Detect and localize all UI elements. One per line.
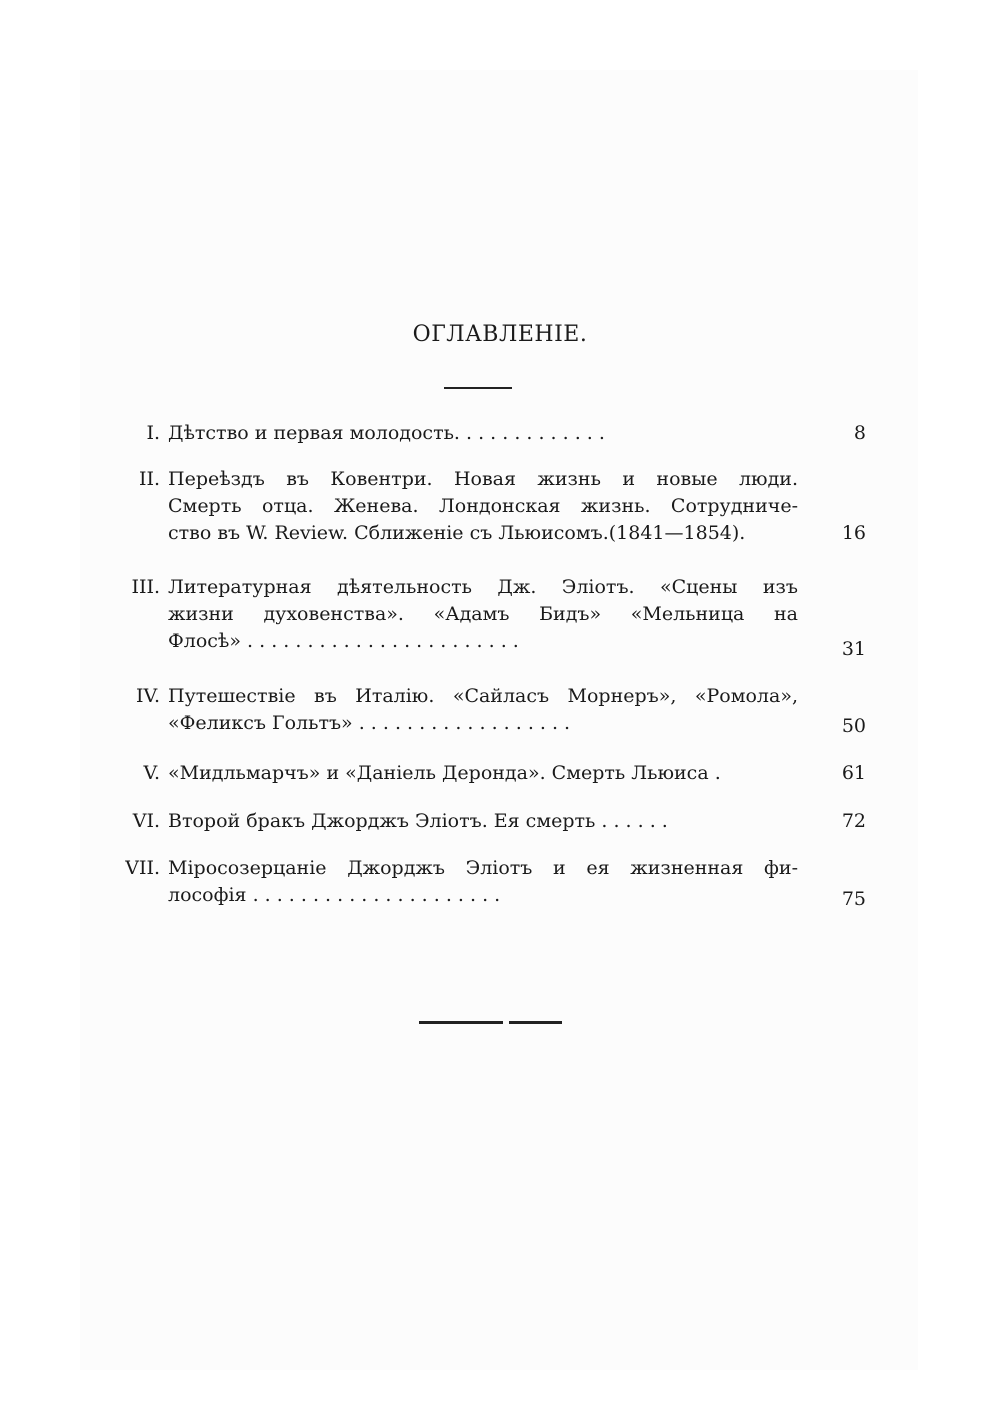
chapter-title-line: Міросозерцаніе Джорджъ Эліотъ и ея жизненная фи- [168, 857, 798, 879]
chapter-page-number: 72 [841, 810, 866, 832]
chapter-numeral: VII. [125, 857, 160, 879]
chapter-page-number: 31 [841, 638, 866, 660]
end-rule-right [509, 1021, 562, 1024]
chapter-numeral: VI. [132, 810, 160, 832]
chapter-numeral: III. [131, 576, 160, 598]
chapter-title-line: жизни духовенства». «Адамъ Бидъ» «Мельница на [168, 603, 798, 625]
chapter-title [168, 420, 798, 447]
chapter-title-line: Переѣздъ въ Ковентри. Новая жизнь и новые люди. [168, 468, 798, 490]
chapter-title [168, 808, 798, 835]
chapter-title-line: лософія . . . . . . . . . . . . . . . . . . . . . [168, 884, 501, 906]
chapter-title [168, 574, 798, 655]
chapter-title-line: Дѣтство и первая молодость. . . . . . . . . . . . . [168, 422, 605, 444]
chapter-numeral: V. [143, 762, 160, 784]
page-title: ОГЛАВЛЕНІЕ. [412, 322, 588, 347]
chapter-title-line: ство въ W. Review. Сближеніе съ Льюисомъ.(1841—1854). [168, 522, 746, 544]
chapter-title [168, 760, 798, 787]
chapter-title [168, 466, 798, 547]
chapter-page-number: 8 [853, 422, 866, 444]
chapter-numeral: I. [146, 422, 160, 444]
chapter-page-number: 16 [841, 522, 866, 544]
chapter-title [168, 855, 798, 909]
chapter-title-line: Литературная дѣятельность Дж. Эліотъ. «Сцены изъ [168, 576, 798, 598]
title-divider [444, 387, 512, 389]
chapter-numeral: IV. [136, 685, 160, 707]
chapter-numeral: II. [138, 468, 160, 490]
chapter-title-line: Второй бракъ Джорджъ Эліотъ. Ея смерть . . . . . . [168, 810, 668, 832]
chapter-title-line: Смерть отца. Женева. Лондонская жизнь. Сотрудниче- [168, 495, 798, 517]
chapter-title-line: Путешествіе въ Италію. «Сайласъ Морнеръ», «Ромола», [168, 685, 798, 707]
chapter-title-line: «Мидльмарчъ» и «Даніель Деронда». Смерть Льюиса . [168, 762, 721, 784]
chapter-title-line: «Феликсъ Гольтъ» . . . . . . . . . . . . . . . . . . [168, 712, 571, 734]
chapter-page-number: 75 [841, 888, 866, 910]
chapter-title-line: Флосѣ» . . . . . . . . . . . . . . . . . . . . . . . [168, 630, 519, 652]
chapter-title [168, 683, 798, 737]
chapter-page-number: 61 [841, 762, 866, 784]
chapter-page-number: 50 [841, 715, 866, 737]
end-rule-left [419, 1021, 503, 1024]
